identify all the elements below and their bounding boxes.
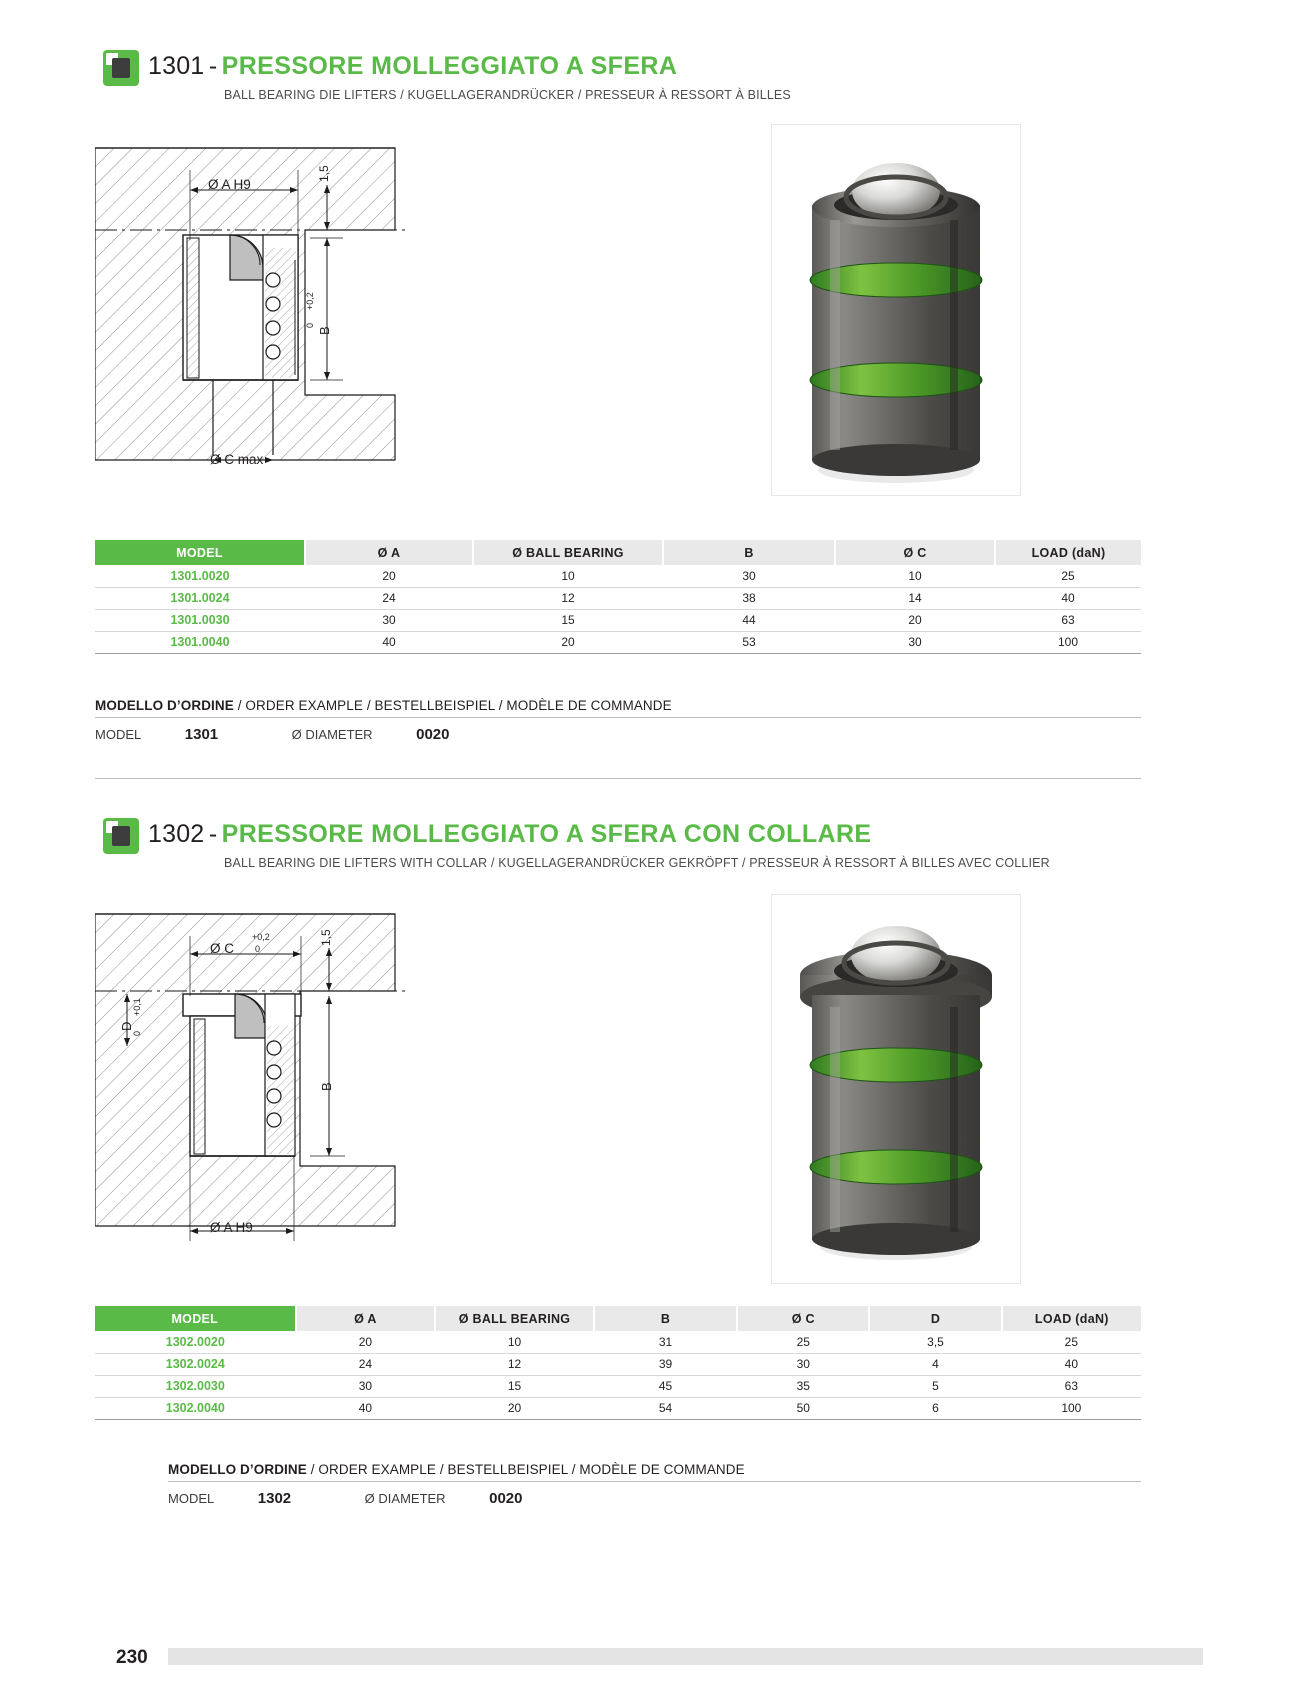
cell-load: 100 [1002, 1397, 1141, 1419]
order-model-value: 1301 [184, 726, 219, 743]
order-title-translations: / ORDER EXAMPLE / BESTELLBEISPIEL / MODÈLE DE COMMANDE [233, 698, 672, 713]
cell-ball: 12 [473, 587, 663, 609]
section-code: 1302 [148, 820, 205, 848]
cell-load: 25 [1002, 1331, 1141, 1353]
cell-load: 25 [995, 565, 1141, 587]
section-subtitle: BALL BEARING DIE LIFTERS / KUGELLAGERANDRÜCKER / PRESSEUR À RESSORT À BILLES [224, 88, 791, 102]
cell-b: 31 [594, 1331, 737, 1353]
order-title: MODELLO D’ORDINE [168, 1462, 307, 1477]
section-dash: - [208, 820, 218, 848]
cell-a: 30 [305, 609, 473, 631]
cell-b: 45 [594, 1375, 737, 1397]
cell-d: 5 [869, 1375, 1001, 1397]
th-d: D [869, 1306, 1001, 1331]
cell-b: 39 [594, 1353, 737, 1375]
table-row [95, 1331, 1141, 1353]
cell-c: 25 [737, 1331, 869, 1353]
cell-a: 20 [296, 1331, 436, 1353]
cell-ball: 20 [473, 631, 663, 653]
cell-a: 24 [305, 587, 473, 609]
page-number: 230 [116, 1647, 148, 1668]
section-1302 [0, 768, 1303, 1507]
dim-label-1-5: 1,5 [317, 165, 331, 182]
order-divider [168, 1481, 1141, 1482]
cell-a: 20 [305, 565, 473, 587]
cell-b: 44 [663, 609, 835, 631]
dim-label-c: Ø C [210, 941, 235, 956]
section-title: PRESSORE MOLLEGGIATO A SFERA CON COLLARE [221, 820, 872, 848]
section-code: 1301 [148, 52, 205, 80]
cell-model: 1302.0030 [95, 1375, 296, 1397]
section-title: PRESSORE MOLLEGGIATO A SFERA [221, 52, 678, 80]
cell-c: 20 [835, 609, 995, 631]
cell-ball: 15 [473, 609, 663, 631]
order-example-1302 [168, 1462, 1141, 1507]
th-ball-bearing: Ø BALL BEARING [473, 540, 663, 565]
section-1301 [0, 0, 1303, 743]
cell-b: 53 [663, 631, 835, 653]
dim-label-1-5: 1,5 [319, 929, 333, 946]
dim-label-b: B [319, 1082, 334, 1091]
product-photo-1302 [771, 894, 1021, 1284]
product-family-icon [103, 818, 139, 854]
tolerance-top-minus: 0 [255, 944, 261, 954]
th-model: MODEL [95, 540, 305, 565]
cell-load: 40 [995, 587, 1141, 609]
order-divider [95, 717, 1141, 718]
cell-a: 40 [305, 631, 473, 653]
cell-model: 1301.0024 [95, 587, 305, 609]
cell-b: 54 [594, 1397, 737, 1419]
order-diameter-value: 0020 [416, 726, 450, 743]
cell-ball: 10 [473, 565, 663, 587]
cell-model: 1302.0040 [95, 1397, 296, 1419]
cell-ball: 10 [435, 1331, 594, 1353]
order-diameter-value: 0020 [489, 1490, 523, 1507]
section-header-1301 [0, 0, 1303, 102]
table-row [95, 1353, 1141, 1375]
cell-d: 3,5 [869, 1331, 1001, 1353]
tolerance-minus: 0 [305, 322, 315, 328]
th-diameter-c: Ø C [737, 1306, 869, 1331]
cell-c: 30 [737, 1353, 869, 1375]
footer-bar [168, 1648, 1203, 1665]
dim-label-a: Ø A H9 [208, 177, 251, 192]
th-b: B [663, 540, 835, 565]
technical-drawing-1301 [95, 130, 525, 500]
table-row [95, 1397, 1141, 1419]
section-title-row-1301 [148, 52, 677, 81]
product-family-icon [103, 50, 139, 86]
dim-label-a-h9: Ø A H9 [210, 1220, 253, 1235]
cell-b: 30 [663, 565, 835, 587]
table-row [95, 609, 1141, 631]
cell-ball: 20 [435, 1397, 594, 1419]
order-model-label: MODEL [95, 727, 142, 742]
table-row [95, 565, 1141, 587]
tolerance-d-plus: +0,1 [132, 998, 142, 1016]
cell-a: 24 [296, 1353, 436, 1375]
th-diameter-a: Ø A [305, 540, 473, 565]
table-row [95, 631, 1141, 653]
cell-model: 1301.0020 [95, 565, 305, 587]
th-ball-bearing: Ø BALL BEARING [435, 1306, 594, 1331]
cell-ball: 15 [435, 1375, 594, 1397]
th-b: B [594, 1306, 737, 1331]
th-load: LOAD (daN) [1002, 1306, 1141, 1331]
tolerance-d-minus: 0 [132, 1030, 142, 1036]
cell-a: 40 [296, 1397, 436, 1419]
cell-d: 6 [869, 1397, 1001, 1419]
dim-label-c-max: Ø C max [210, 452, 264, 467]
tolerance-top-plus: +0,2 [252, 932, 270, 942]
table-row [95, 1375, 1141, 1397]
cell-b: 38 [663, 587, 835, 609]
order-diameter-label: Ø DIAMETER [291, 727, 373, 742]
cell-a: 30 [296, 1375, 436, 1397]
dim-label-b: B [317, 326, 332, 335]
cell-load: 40 [1002, 1353, 1141, 1375]
cell-c: 35 [737, 1375, 869, 1397]
cell-load: 63 [1002, 1375, 1141, 1397]
section-title-row-1302 [148, 820, 871, 849]
section-dash: - [208, 52, 218, 80]
section-subtitle: BALL BEARING DIE LIFTERS WITH COLLAR / KUGELLAGERANDRÜCKER GEKRÖPFT / PRESSEUR À RESSORT À BILLES AVEC COLLIER [224, 856, 1050, 870]
product-photo-1301 [771, 124, 1021, 496]
order-example-1301 [95, 698, 1141, 743]
cell-load: 63 [995, 609, 1141, 631]
section-header-1302 [0, 768, 1303, 870]
th-model: MODEL [95, 1306, 296, 1331]
technical-drawing-1302 [95, 896, 525, 1276]
cell-ball: 12 [435, 1353, 594, 1375]
cell-model: 1301.0030 [95, 609, 305, 631]
table-header-row [95, 1306, 1141, 1331]
cell-d: 4 [869, 1353, 1001, 1375]
tolerance-plus: +0,2 [305, 292, 315, 310]
order-model-value: 1302 [257, 1490, 292, 1507]
cell-load: 100 [995, 631, 1141, 653]
order-model-label: MODEL [168, 1491, 215, 1506]
table-header-row [95, 540, 1141, 565]
cell-c: 30 [835, 631, 995, 653]
cell-c: 14 [835, 587, 995, 609]
cell-c: 50 [737, 1397, 869, 1419]
spec-table-1301 [95, 540, 1141, 654]
cell-model: 1302.0020 [95, 1331, 296, 1353]
order-diameter-label: Ø DIAMETER [364, 1491, 446, 1506]
table-row [95, 587, 1141, 609]
order-title-translations: / ORDER EXAMPLE / BESTELLBEISPIEL / MODÈLE DE COMMANDE [306, 1462, 745, 1477]
dim-label-d: D [119, 1021, 134, 1031]
cell-model: 1301.0040 [95, 631, 305, 653]
th-diameter-c: Ø C [835, 540, 995, 565]
th-diameter-a: Ø A [296, 1306, 436, 1331]
cell-model: 1302.0024 [95, 1353, 296, 1375]
order-title: MODELLO D’ORDINE [95, 698, 234, 713]
th-load: LOAD (daN) [995, 540, 1141, 565]
cell-c: 10 [835, 565, 995, 587]
spec-table-1302 [95, 1306, 1141, 1420]
